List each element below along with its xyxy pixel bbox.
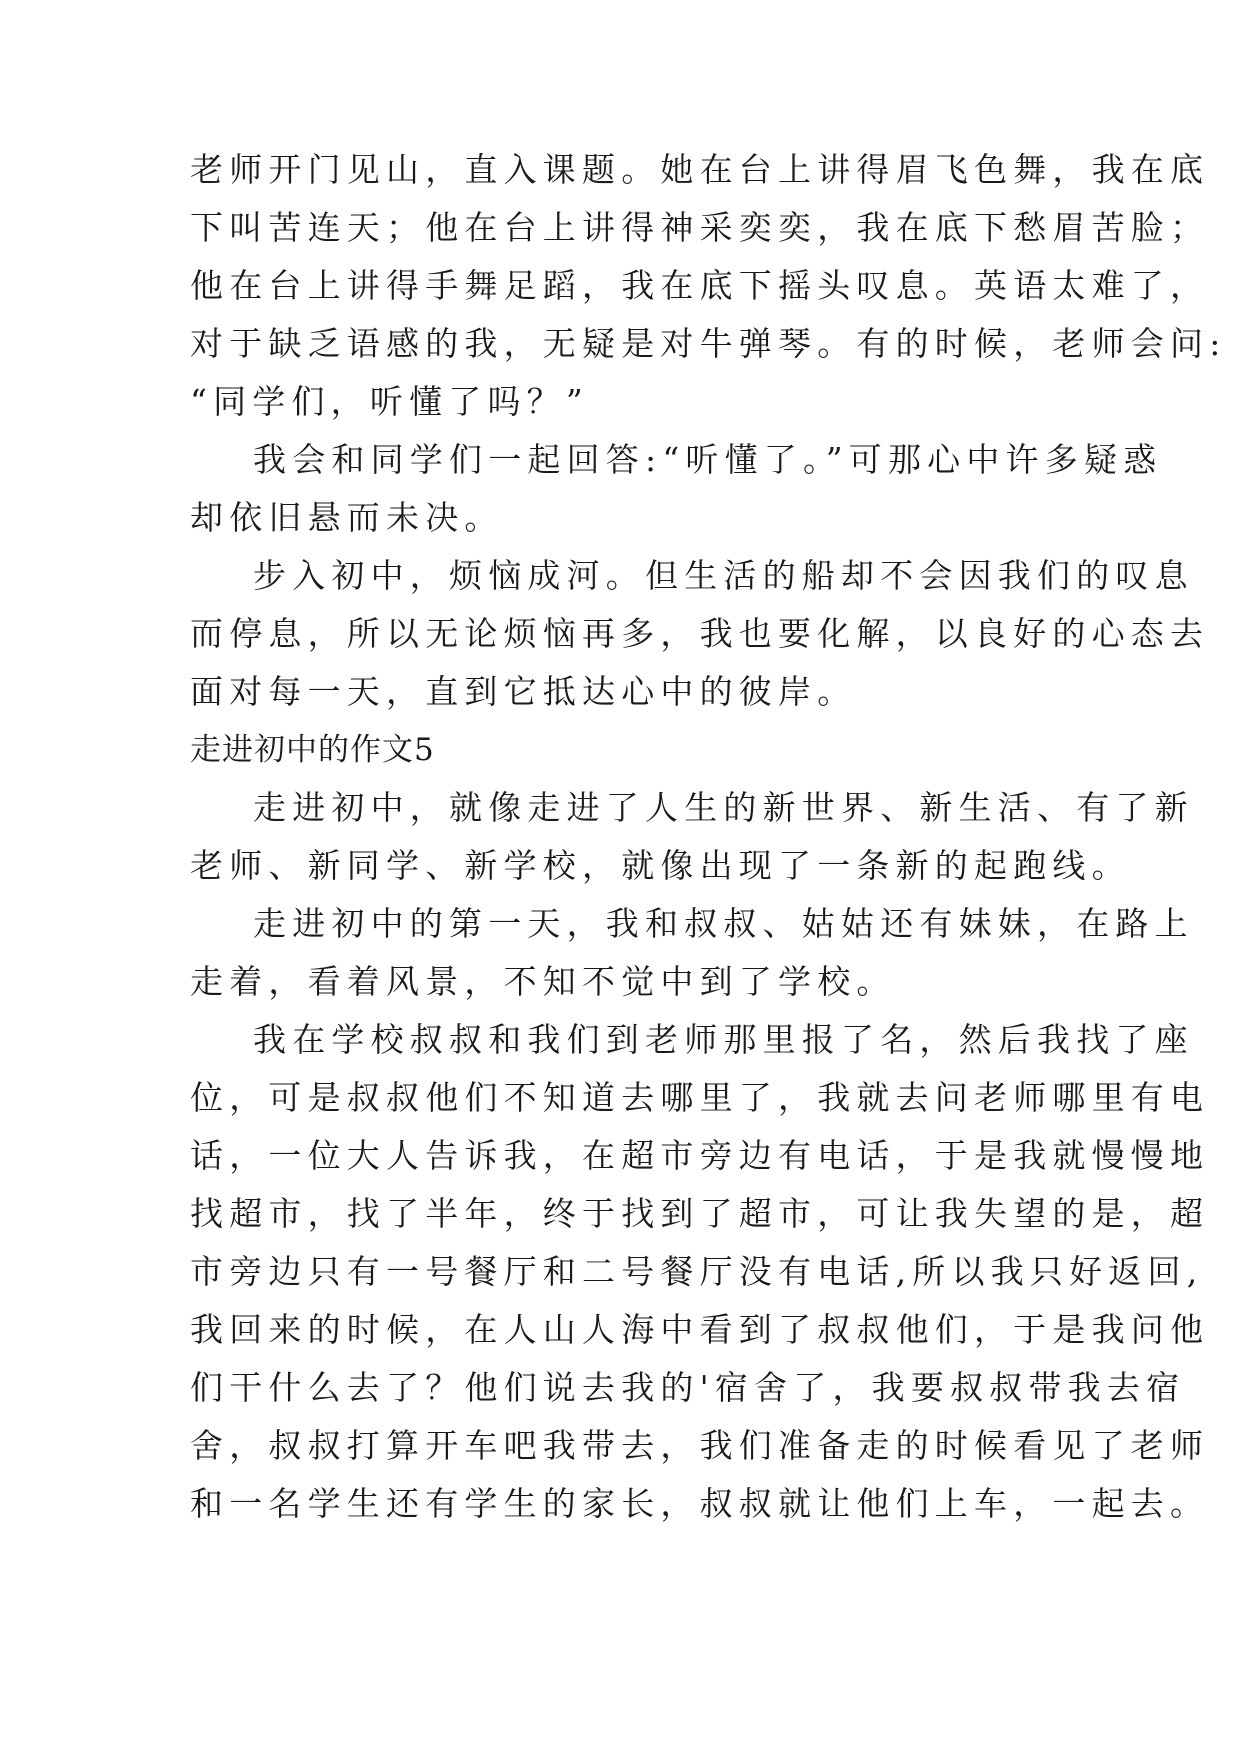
section-paragraph-3-line-6: 我回来的时候，在人山人海中看到了叔叔他们，于是我问他 [190, 1310, 1210, 1349]
paragraph-1-line-2: 下叫苦连天；他在台上讲得神采奕奕，我在底下愁眉苦脸； [190, 208, 1210, 247]
section-paragraph-3-line-3: 话，一位大人告诉我，在超市旁边有电话，于是我就慢慢地 [190, 1136, 1210, 1175]
paragraph-1-line-1: 老师开门见山，直入课题。她在台上讲得眉飞色舞，我在底 [190, 150, 1210, 189]
section-paragraph-2-line-2: 走着，看着风景，不知不觉中到了学校。 [190, 962, 896, 1001]
paragraph-1-line-3: 他在台上讲得手舞足蹈，我在底下摇头叹息。英语太难了， [190, 266, 1210, 305]
paragraph-1-line-5: “同学们，听懂了吗？” [190, 382, 589, 421]
section-paragraph-1-line-2: 老师、新同学、新学校，就像出现了一条新的起跑线。 [190, 846, 1131, 885]
paragraph-3-line-1: 步入初中，烦恼成河。但生活的船却不会因我们的叹息 [253, 556, 1194, 595]
section-paragraph-3-line-4: 找超市，找了半年，终于找到了超市，可让我失望的是，超 [190, 1194, 1210, 1233]
paragraph-2-line-1: 我会和同学们一起回答:“听懂了。”可那心中许多疑惑 [253, 440, 1163, 479]
section-paragraph-3-line-2: 位，可是叔叔他们不知道去哪里了，我就去问老师哪里有电 [190, 1078, 1210, 1117]
paragraph-2-line-2: 却依旧悬而未决。 [190, 498, 504, 537]
paragraph-3-line-3: 面对每一天，直到它抵达心中的彼岸。 [190, 672, 857, 711]
section-paragraph-3-line-9: 和一名学生还有学生的家长，叔叔就让他们上车，一起去。 [190, 1484, 1210, 1523]
section-paragraph-1-line-1: 走进初中，就像走进了人生的新世界、新生活、有了新 [253, 788, 1194, 827]
paragraph-3-line-2: 而停息，所以无论烦恼再多，我也要化解，以良好的心态去 [190, 614, 1210, 653]
section-paragraph-3-line-1: 我在学校叔叔和我们到老师那里报了名，然后我找了座 [253, 1020, 1194, 1059]
section-paragraph-3-line-7: 们干什么去了？他们说去我的'宿舍了，我要叔叔带我去宿 [190, 1368, 1186, 1407]
section-paragraph-2-line-1: 走进初中的第一天，我和叔叔、姑姑还有妹妹，在路上 [253, 904, 1194, 943]
paragraph-1-line-4: 对于缺乏语感的我，无疑是对牛弹琴。有的时候，老师会问: [190, 324, 1227, 363]
section-paragraph-3-line-8: 舍，叔叔打算开车吧我带去，我们准备走的时候看见了老师 [190, 1426, 1210, 1465]
section-title: 走进初中的作文5 [190, 732, 435, 768]
section-paragraph-3-line-5: 市旁边只有一号餐厅和二号餐厅没有电话,所以我只好返回, [190, 1252, 1204, 1291]
